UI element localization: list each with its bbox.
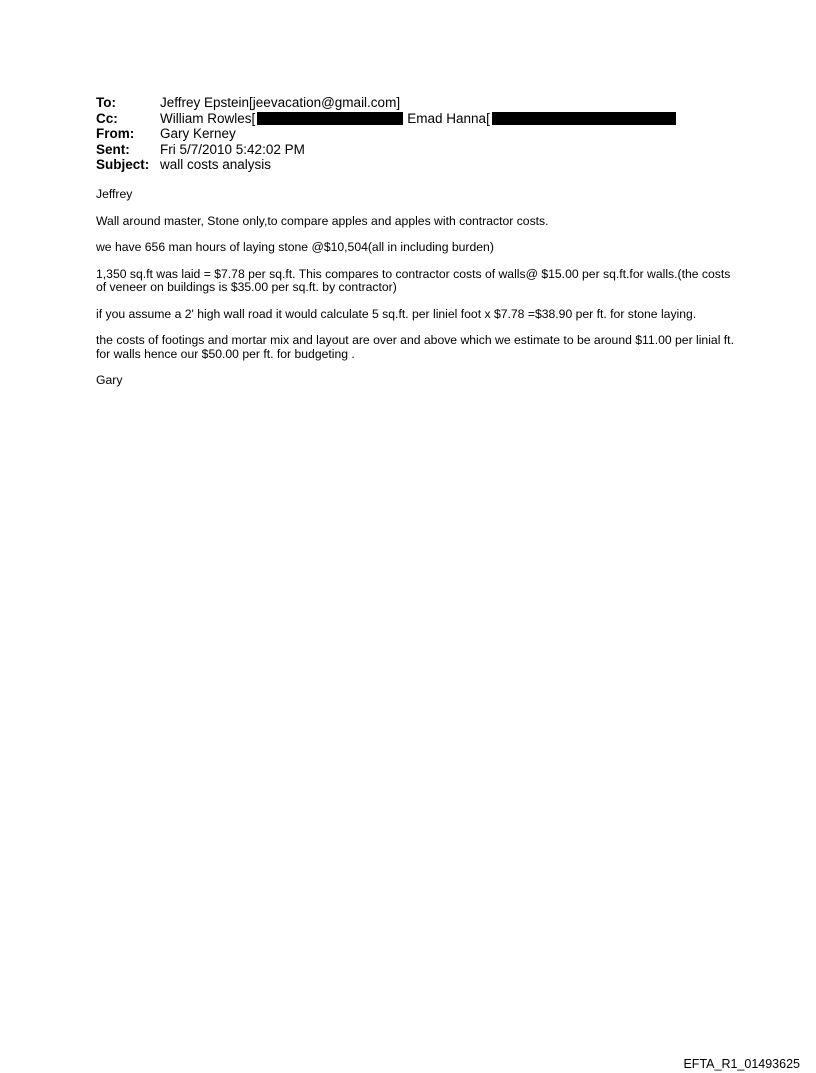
from-label: From:	[96, 126, 135, 141]
greeting: Jeffrey	[96, 187, 133, 201]
subject-label: Subject:	[96, 157, 150, 172]
cc-name-1: William Rowles[	[160, 110, 256, 126]
email-body	[96, 188, 736, 401]
from-row	[96, 126, 676, 142]
subject-value: wall costs analysis	[160, 157, 272, 172]
body-paragraph: Wall around master, Stone only,to compare apples and apples with contractor costs.	[96, 213, 549, 228]
body-paragraph: we have 656 man hours of laying stone @$10,504(all in including burden)	[96, 240, 494, 254]
sent-row	[96, 142, 676, 158]
email-header	[96, 95, 676, 173]
cc-row	[96, 111, 676, 127]
from-value: Gary Kerney	[160, 126, 236, 141]
cc-label: Cc:	[96, 110, 118, 126]
sent-label: Sent:	[96, 141, 130, 157]
cc-name-2: Emad Hanna[	[407, 110, 490, 126]
body-paragraph: 1,350 sq.ft was laid = $7.78 per sq.ft. This compares to contractor costs of walls@ $15.00 per sq.ft.for walls.(the costs of veneer on buildings is $35.00 per sq.ft. by contractor)	[96, 266, 731, 294]
redaction-block	[492, 112, 676, 125]
body-paragraph: the costs of footings and mortar mix and layout are over and above which we estimate to be around $11.00 per linial ft. for walls hence our $50.00 per ft. for budgeting .	[96, 333, 734, 361]
sent-value: Fri 5/7/2010 5:42:02 PM	[160, 141, 305, 157]
to-value: Jeffrey Epstein[jeevacation@gmail.com]	[160, 95, 401, 110]
subject-row	[96, 157, 676, 173]
redaction-block	[257, 112, 403, 125]
document-id: EFTA_R1_01493625	[683, 1057, 800, 1071]
signature: Gary	[96, 373, 123, 387]
to-row	[96, 95, 676, 111]
to-label: To:	[96, 95, 116, 110]
body-paragraph: if you assume a 2' high wall road it would calculate 5 sq.ft. per liniel foot x $7.78 =$38.90 per ft. for stone laying.	[96, 306, 697, 321]
cc-value	[160, 111, 676, 127]
